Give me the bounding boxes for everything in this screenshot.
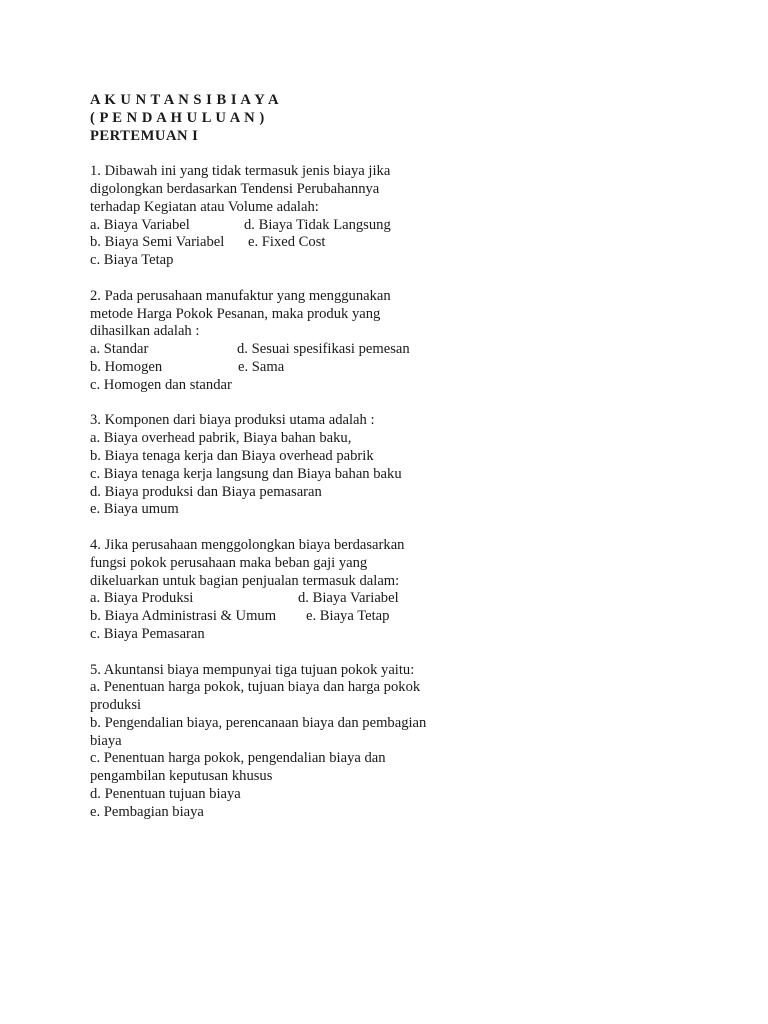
answer-option: d. Biaya produksi dan Biaya pemasaran bbox=[90, 483, 322, 500]
question-stem-line: 4. Jika perusahaan menggolongkan biaya berdasarkan bbox=[90, 536, 405, 553]
answer-option-row bbox=[90, 341, 730, 359]
question-3 bbox=[90, 412, 730, 519]
answer-option: e. Pembagian biaya bbox=[90, 803, 204, 820]
question-5 bbox=[90, 662, 730, 822]
question-stem-line: digolongkan berdasarkan Tendensi Perubahannya bbox=[90, 180, 380, 197]
answer-option-row bbox=[90, 733, 730, 751]
answer-option-row bbox=[90, 804, 730, 822]
answer-option-row bbox=[90, 430, 730, 448]
answer-option: d. Biaya Tidak Langsung bbox=[244, 216, 391, 233]
answer-option-row bbox=[90, 359, 730, 377]
question-stem-line: dihasilkan adalah : bbox=[90, 323, 200, 340]
answer-option-row bbox=[90, 626, 730, 644]
answer-option-row bbox=[90, 590, 730, 608]
answer-option: biaya bbox=[90, 732, 122, 749]
answer-option: c. Penentuan harga pokok, pengendalian biaya dan bbox=[90, 750, 386, 767]
answer-option-row bbox=[90, 217, 730, 235]
document-subtitle: ( P E N D A H U L U A N ) bbox=[90, 109, 265, 126]
answer-option-row bbox=[90, 448, 730, 466]
answer-option: e. Biaya umum bbox=[90, 501, 179, 518]
answer-option: b. Biaya Administrasi & Umum bbox=[90, 608, 277, 625]
answer-option: c. Biaya tenaga kerja langsung dan Biaya bahan baku bbox=[90, 465, 402, 482]
answer-option-row bbox=[90, 484, 730, 502]
question-stem-line: 2. Pada perusahaan manufaktur yang menggunakan bbox=[90, 287, 391, 304]
question-stem-line: metode Harga Pokok Pesanan, maka produk yang bbox=[90, 305, 381, 322]
answer-option-row bbox=[90, 501, 730, 519]
answer-option: d. Sesuai spesifikasi pemesan bbox=[237, 341, 410, 358]
question-stem-line: fungsi pokok perusahaan maka beban gaji yang bbox=[90, 554, 368, 571]
document-body bbox=[90, 92, 730, 822]
answer-option-row bbox=[90, 697, 730, 715]
answer-option: produksi bbox=[90, 697, 142, 714]
answer-option-row bbox=[90, 715, 730, 733]
answer-option: e. Sama bbox=[238, 358, 285, 375]
question-2 bbox=[90, 288, 730, 395]
answer-option-row bbox=[90, 466, 730, 484]
meeting-label: PERTEMUAN I bbox=[90, 127, 199, 144]
question-stem-line: 1. Dibawah ini yang tidak termasuk jenis biaya jika bbox=[90, 163, 391, 180]
answer-option-row bbox=[90, 234, 730, 252]
answer-option: d. Biaya Variabel bbox=[298, 590, 399, 607]
question-1 bbox=[90, 163, 730, 270]
answer-option: a. Penentuan harga pokok, tujuan biaya dan harga pokok bbox=[90, 679, 421, 696]
answer-option: b. Biaya tenaga kerja dan Biaya overhead pabrik bbox=[90, 447, 374, 464]
question-stem-line: terhadap Kegiatan atau Volume adalah: bbox=[90, 198, 319, 215]
question-4 bbox=[90, 537, 730, 644]
answer-option: b. Pengendalian biaya, perencanaan biaya dan pembagian bbox=[90, 714, 427, 731]
document-title: A K U N T A N S I B I A Y A bbox=[90, 92, 280, 108]
answer-option: a. Biaya Produksi bbox=[90, 590, 194, 607]
answer-option: c. Homogen dan standar bbox=[90, 376, 232, 393]
answer-option: a. Standar bbox=[90, 341, 149, 358]
answer-option: c. Biaya Pemasaran bbox=[90, 625, 205, 642]
answer-option: pengambilan keputusan khusus bbox=[90, 768, 273, 785]
answer-option: a. Biaya overhead pabrik, Biaya bahan baku, bbox=[90, 430, 352, 447]
answer-option-row bbox=[90, 377, 730, 395]
answer-option: c. Biaya Tetap bbox=[90, 252, 174, 269]
question-stem-line: 5. Akuntansi biaya mempunyai tiga tujuan pokok yaitu: bbox=[90, 661, 415, 678]
answer-option: e. Fixed Cost bbox=[248, 234, 326, 251]
answer-option-row bbox=[90, 252, 730, 270]
answer-option-row bbox=[90, 786, 730, 804]
question-list bbox=[90, 163, 730, 821]
answer-option-row bbox=[90, 768, 730, 786]
answer-option-row bbox=[90, 679, 730, 697]
answer-option: e. Biaya Tetap bbox=[306, 608, 390, 625]
answer-option: b. Biaya Semi Variabel bbox=[90, 234, 225, 251]
answer-option-row bbox=[90, 750, 730, 768]
answer-option-row bbox=[90, 608, 730, 626]
question-stem-line: dikeluarkan untuk bagian penjualan termasuk dalam: bbox=[90, 572, 400, 589]
answer-option: d. Penentuan tujuan biaya bbox=[90, 786, 241, 803]
answer-option: a. Biaya Variabel bbox=[90, 216, 190, 233]
answer-option: b. Homogen bbox=[90, 358, 163, 375]
question-stem-line: 3. Komponen dari biaya produksi utama adalah : bbox=[90, 412, 375, 429]
